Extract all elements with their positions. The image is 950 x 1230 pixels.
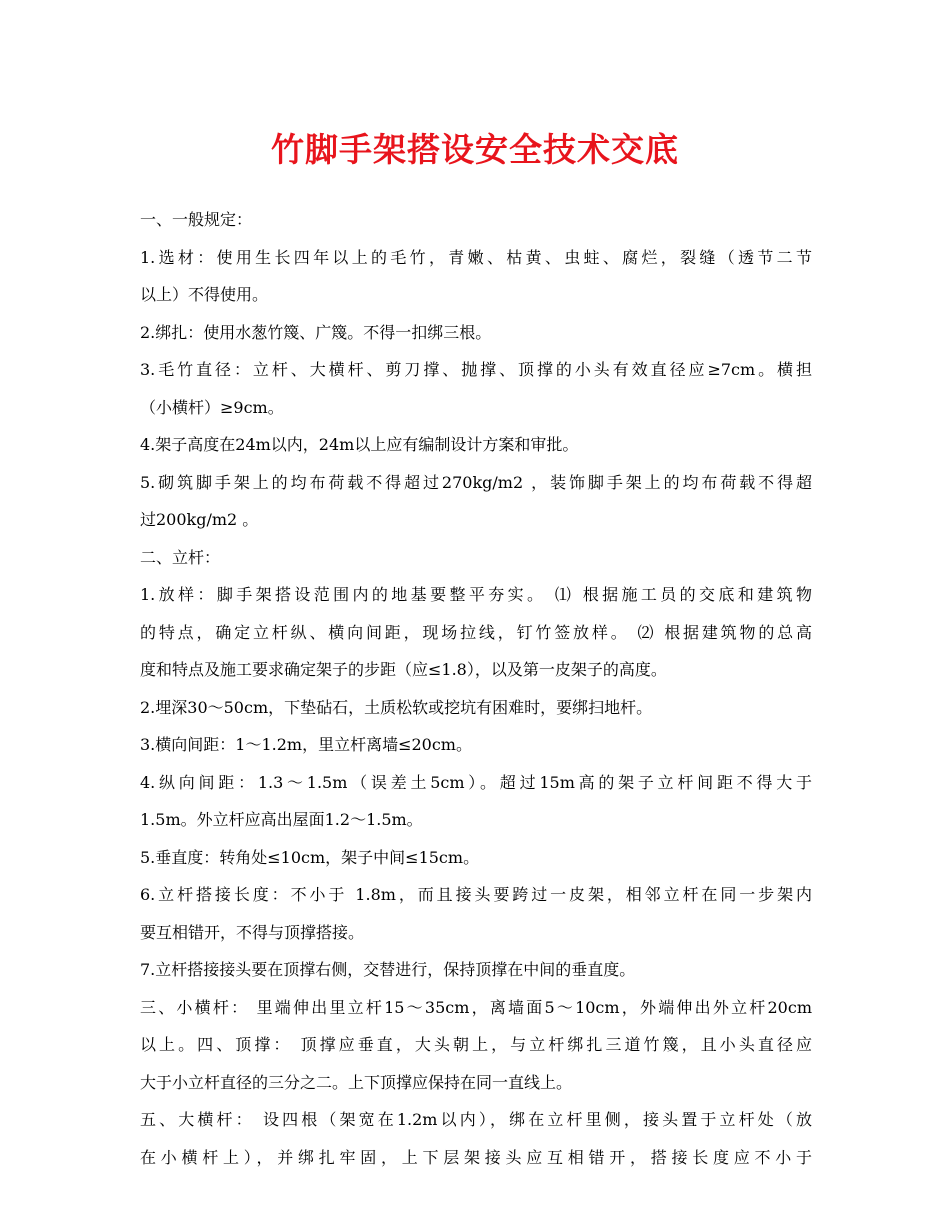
text-line: 以上。四、顶撑： 顶撑应垂直，大头朝上，与立杆绑扎三道竹篾，且小头直径应 [140, 1035, 812, 1054]
text-line: 大于小立杆直径的三分之二。上下顶撑应保持在同一直线上。 [140, 1072, 573, 1092]
text-line: 的特点，确定立杆纵、横向间距，现场拉线，钉竹签放样。 ⑵ 根据建筑物的总高 [140, 622, 812, 642]
text-line: 3.毛竹直径：立杆、大横杆、剪刀撑、抛撑、顶撑的小头有效直径应≥7cm。横担 [140, 360, 812, 379]
text-line: 6.立杆搭接长度：不小于 1.8m，而且接头要跨过一皮架，相邻立杆在同一步架内 [140, 885, 812, 904]
text-line: 在小横杆上），并绑扎牢固，上下层架接头应互相错开，搭接长度应不小于 [140, 1147, 812, 1167]
text-line: 4.纵向间距：1.3～1.5m（误差土5cm）。超过15m高的架子立杆间距不得大于 [140, 772, 812, 792]
document-title: 竹脚手架搭设安全技术交底 [271, 130, 679, 169]
text-line: 要互相错开，不得与顶撑搭接。 [140, 922, 365, 942]
text-line: 5.砌筑脚手架上的均布荷载不得超过270kg/m2 ，装饰脚手架上的均布荷载不得超 [140, 472, 812, 492]
text-line: 1.选材：使用生长四年以上的毛竹，青嫩、枯黄、虫蛀、腐烂，裂缝（透节二节 [140, 247, 812, 267]
text-line: 过200kg/m2 。 [140, 510, 259, 529]
text-line: 2.绑扎：使用水葱竹篾、广篾。不得一扣绑三根。 [140, 322, 492, 342]
text-line: 2.埋深30～50cm，下垫砧石，土质松软或挖坑有困难时，要绑扫地杆。 [140, 697, 653, 717]
text-line: 1.5m。外立杆应高出屋面1.2～1.5m。 [140, 810, 423, 829]
text-line: 5.垂直度：转角处≤10cm，架子中间≤15cm。 [140, 847, 480, 867]
text-line: 4.架子高度在24m以内，24m以上应有编制设计方案和审批。 [140, 435, 579, 454]
text-line: 度和特点及施工要求确定架子的步距（应≤1.8），以及第一皮架子的高度。 [140, 660, 667, 679]
document-body [140, 201, 812, 1176]
text-line: 以上）不得使用。 [140, 285, 269, 304]
text-line: （小横杆）≥9cm。 [140, 397, 284, 417]
text-line: 三、小横杆： 里端伸出里立杆15～35cm，离墙面5～10cm，外端伸出外立杆20cm [140, 997, 812, 1017]
text-line: 五、大横杆： 设四根（架宽在1.2m以内），绑在立杆里侧，接头置于立杆处（放 [140, 1110, 812, 1129]
text-line: 1.放样：脚手架搭设范围内的地基要整平夯实。 ⑴ 根据施工员的交底和建筑物 [140, 585, 812, 604]
text-line: 7.立杆搭接接头要在顶撑右侧，交替进行，保持顶撑在中间的垂直度。 [140, 960, 636, 979]
text-line: 3.横向间距：1～1.2m，里立杆离墙≤20cm。 [140, 735, 472, 754]
text-line: 一、一般规定： [140, 210, 253, 229]
text-line: 二、立杆： [140, 547, 221, 567]
